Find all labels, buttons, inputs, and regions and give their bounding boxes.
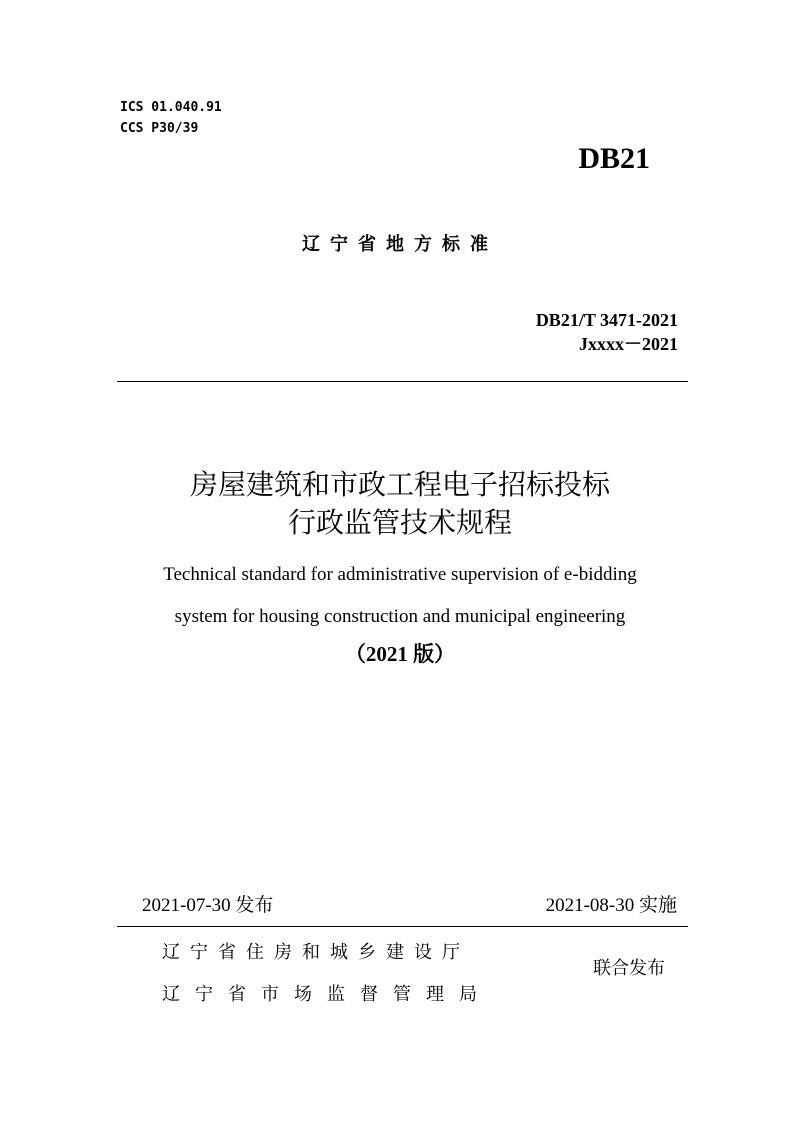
- title-chinese-line-2: 行政监管技术规程: [287, 506, 512, 539]
- bottom-divider: [117, 926, 688, 927]
- ics-code: ICS 01.040.91: [120, 100, 222, 115]
- standard-number-primary: DB21/T 3471-2021: [535, 310, 678, 330]
- issuer-1: 辽宁省住房和城乡建设厅: [162, 942, 470, 963]
- ccs-code: CCS P30/39: [120, 121, 199, 136]
- standard-number-secondary: Jxxxx－2021: [579, 334, 678, 354]
- publish-date: 2021-07-30 发布: [142, 895, 274, 916]
- db-code: DB21: [578, 142, 650, 175]
- issuer-2: 辽宁省市场监督管理局: [162, 984, 492, 1005]
- title-english-line-2: system for housing construction and municipal engineering: [174, 606, 626, 627]
- title-english-line-1: Technical standard for administrative supervision of e-bidding: [163, 564, 637, 585]
- classification-codes: [120, 97, 222, 139]
- title-chinese-line-1: 房屋建筑和市政工程电子招标投标: [189, 468, 610, 501]
- effective-date: 2021-08-30 实施: [545, 895, 677, 916]
- edition-label: （2021 版）: [344, 642, 456, 666]
- title-chinese: [0, 466, 800, 542]
- joint-release-label: 联合发布: [593, 958, 665, 979]
- issuers: [162, 932, 492, 1016]
- standard-type: 辽宁省地方标准: [302, 234, 498, 255]
- standard-numbers: [536, 308, 678, 356]
- title-english: [0, 554, 800, 638]
- top-divider: [117, 381, 688, 382]
